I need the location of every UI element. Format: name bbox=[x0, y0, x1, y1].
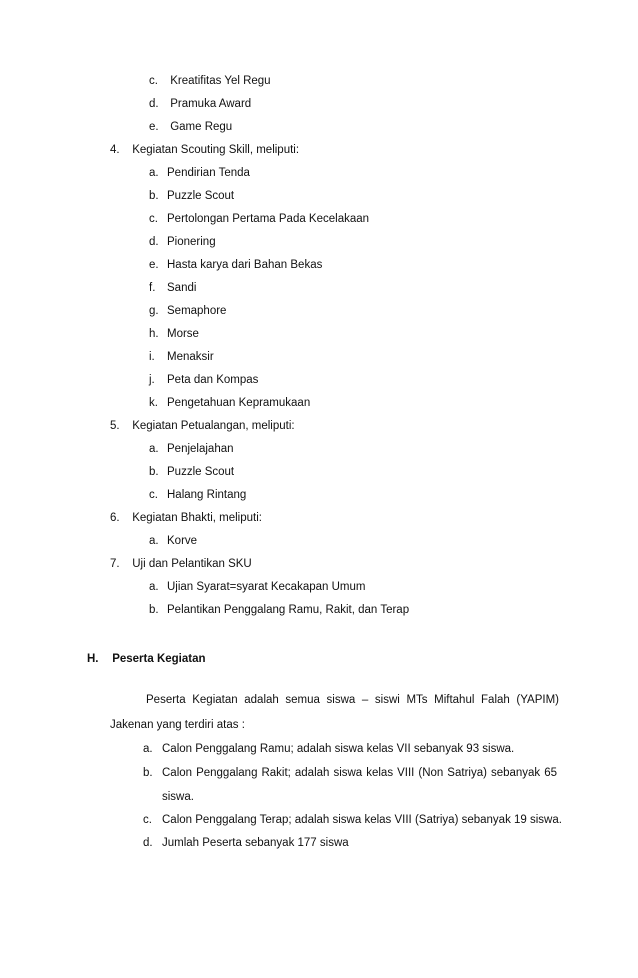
list-item: b. Puzzle Scout bbox=[149, 190, 235, 202]
list-item: g. Semaphore bbox=[149, 305, 227, 317]
list-item: c. Pertolongan Pertama Pada Kecelakaan bbox=[149, 213, 370, 225]
numbered-item-4: 4. Kegiatan Scouting Skill, meliputi: bbox=[110, 144, 300, 156]
list-item: c. Calon Penggalang Terap; adalah siswa kelas VIII (Satriya) sebanyak 19 siswa. bbox=[143, 814, 562, 826]
numbered-item-5: 5. Kegiatan Petualangan, meliputi: bbox=[110, 420, 295, 432]
list-item: e. Hasta karya dari Bahan Bekas bbox=[149, 259, 323, 271]
list-item: d. Pramuka Award bbox=[149, 98, 252, 110]
numbered-item-7: 7. Uji dan Pelantikan SKU bbox=[110, 558, 252, 570]
list-item: b. Calon Penggalang Rakit; adalah siswa kelas VIII (Non Satriya) sebanyak 65 bbox=[143, 767, 557, 779]
list-item: k. Pengetahuan Kepramukaan bbox=[149, 397, 311, 409]
list-item: c. Halang Rintang bbox=[149, 489, 247, 501]
list-item: d. Pionering bbox=[149, 236, 216, 248]
list-item: c. Kreatifitas Yel Regu bbox=[149, 75, 271, 87]
list-item: b. Puzzle Scout bbox=[149, 466, 235, 478]
section-heading: H. Peserta Kegiatan bbox=[87, 653, 206, 665]
list-item: a. Penjelajahan bbox=[149, 443, 234, 455]
list-item-continuation: siswa. bbox=[162, 791, 194, 803]
list-item: e. Game Regu bbox=[149, 121, 233, 133]
list-item: f. Sandi bbox=[149, 282, 197, 294]
list-item: d. Jumlah Peserta sebanyak 177 siswa bbox=[143, 837, 349, 849]
list-item: a. Ujian Syarat=syarat Kecakapan Umum bbox=[149, 581, 366, 593]
paragraph-line: Peserta Kegiatan adalah semua siswa – siswi MTs Miftahul Falah (YAPIM) bbox=[146, 694, 559, 706]
list-item: j. Peta dan Kompas bbox=[149, 374, 259, 386]
list-item: a. Pendirian Tenda bbox=[149, 167, 250, 179]
list-item: h. Morse bbox=[149, 328, 199, 340]
list-item: a. Calon Penggalang Ramu; adalah siswa kelas VII sebanyak 93 siswa. bbox=[143, 743, 515, 755]
numbered-item-6: 6. Kegiatan Bhakti, meliputi: bbox=[110, 512, 262, 524]
list-item: i. Menaksir bbox=[149, 351, 214, 363]
list-item: b. Pelantikan Penggalang Ramu, Rakit, dan Terap bbox=[149, 604, 410, 616]
paragraph-line: Jakenan yang terdiri atas : bbox=[110, 719, 245, 731]
list-item: a. Korve bbox=[149, 535, 198, 547]
